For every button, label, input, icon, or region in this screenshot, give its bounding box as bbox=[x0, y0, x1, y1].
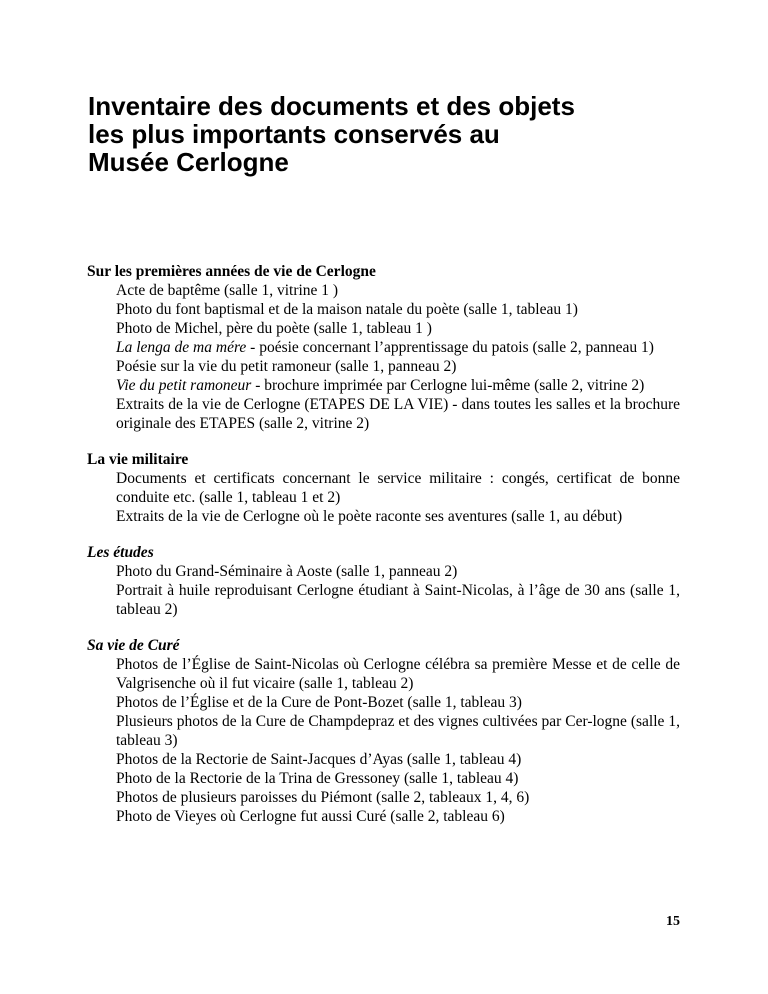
list-item bbox=[116, 769, 680, 788]
item-text: Photo de la Rectorie de la Trina de Gressoney (salle 1, tableau 4) bbox=[116, 770, 519, 787]
list-item bbox=[116, 562, 680, 581]
list-item bbox=[116, 469, 680, 507]
item-text: Photo de Vieyes où Cerlogne fut aussi Curé (salle 2, tableau 6) bbox=[116, 808, 505, 825]
item-text: Extraits de la vie de Cerlogne où le poète raconte ses aventures (salle 1, au début) bbox=[116, 508, 623, 525]
item-text: Photos de l’Église de Saint-Nicolas où Cerlogne célébra sa première Messe et de celle de Valgrisenche où il fut vicaire (salle 1, tableau 2) bbox=[116, 656, 680, 692]
list-item bbox=[116, 357, 680, 376]
item-list bbox=[87, 469, 680, 526]
item-text: Poésie sur la vie du petit ramoneur (salle 1, panneau 2) bbox=[116, 358, 457, 375]
section-heading: La vie militaire bbox=[87, 451, 189, 468]
page-title bbox=[88, 92, 688, 176]
list-item bbox=[116, 750, 680, 769]
list-item bbox=[116, 319, 680, 338]
item-title-italic: Vie du petit ramoneur bbox=[116, 377, 252, 394]
title-line: Musée Cerlogne bbox=[88, 147, 289, 177]
inventory-section bbox=[87, 262, 680, 433]
item-text: Plusieurs photos de la Cure de Champdepraz et des vignes cultivées par Cer-logne (salle 1, tableau 3) bbox=[116, 713, 680, 749]
list-item bbox=[116, 507, 680, 526]
item-list bbox=[87, 655, 680, 826]
item-text: Extraits de la vie de Cerlogne (ETAPES DE LA VIE) - dans toutes les salles et la brochure originale des ETAPES (salle 2, vitrine 2) bbox=[116, 396, 680, 432]
section-heading: Sur les premières années de vie de Cerlogne bbox=[87, 263, 376, 280]
inventory-section bbox=[87, 543, 680, 619]
list-item bbox=[116, 788, 680, 807]
item-text: Acte de baptême (salle 1, vitrine 1 ) bbox=[116, 282, 339, 299]
section-heading: Sa vie de Curé bbox=[87, 637, 180, 654]
item-text: Portrait à huile reproduisant Cerlogne étudiant à Saint-Nicolas, à l’âge de 30 ans (salle 1, tableau 2) bbox=[116, 582, 680, 618]
item-text: - brochure imprimée par Cerlogne lui-même (salle 2, vitrine 2) bbox=[251, 377, 645, 394]
item-text: Photo du font baptismal et de la maison natale du poète (salle 1, tableau 1) bbox=[116, 301, 578, 318]
item-text: Photos de la Rectorie de Saint-Jacques d’Ayas (salle 1, tableau 4) bbox=[116, 751, 522, 768]
list-item bbox=[116, 807, 680, 826]
page-number: 15 bbox=[666, 914, 680, 929]
list-item bbox=[116, 300, 680, 319]
list-item bbox=[116, 712, 680, 750]
list-item bbox=[116, 376, 680, 395]
section-heading: Les études bbox=[87, 544, 154, 561]
inventory-section bbox=[87, 450, 680, 526]
item-text: Documents et certificats concernant le service militaire : congés, certificat de bonne conduite etc. (salle 1, tableau 1 et 2) bbox=[116, 470, 680, 506]
list-item bbox=[116, 655, 680, 693]
item-text: Photo de Michel, père du poète (salle 1, tableau 1 ) bbox=[116, 320, 432, 337]
inventory-section bbox=[87, 636, 680, 826]
list-item bbox=[116, 581, 680, 619]
item-list bbox=[87, 281, 680, 433]
item-text: Photo du Grand-Séminaire à Aoste (salle 1, panneau 2) bbox=[116, 563, 458, 580]
item-list bbox=[87, 562, 680, 619]
item-text: Photos de plusieurs paroisses du Piémont (salle 2, tableaux 1, 4, 6) bbox=[116, 789, 530, 806]
inventory-body bbox=[87, 262, 680, 843]
list-item bbox=[116, 281, 680, 300]
list-item bbox=[116, 338, 680, 357]
item-title-italic: La lenga de ma mére bbox=[116, 339, 247, 356]
item-text: - poésie concernant l’apprentissage du patois (salle 2, panneau 1) bbox=[246, 339, 654, 356]
list-item bbox=[116, 395, 680, 433]
list-item bbox=[116, 693, 680, 712]
item-text: Photos de l’Église et de la Cure de Pont-Bozet (salle 1, tableau 3) bbox=[116, 694, 522, 711]
title-line: les plus importants conservés au bbox=[88, 119, 500, 149]
title-line: Inventaire des documents et des objets bbox=[88, 91, 575, 121]
